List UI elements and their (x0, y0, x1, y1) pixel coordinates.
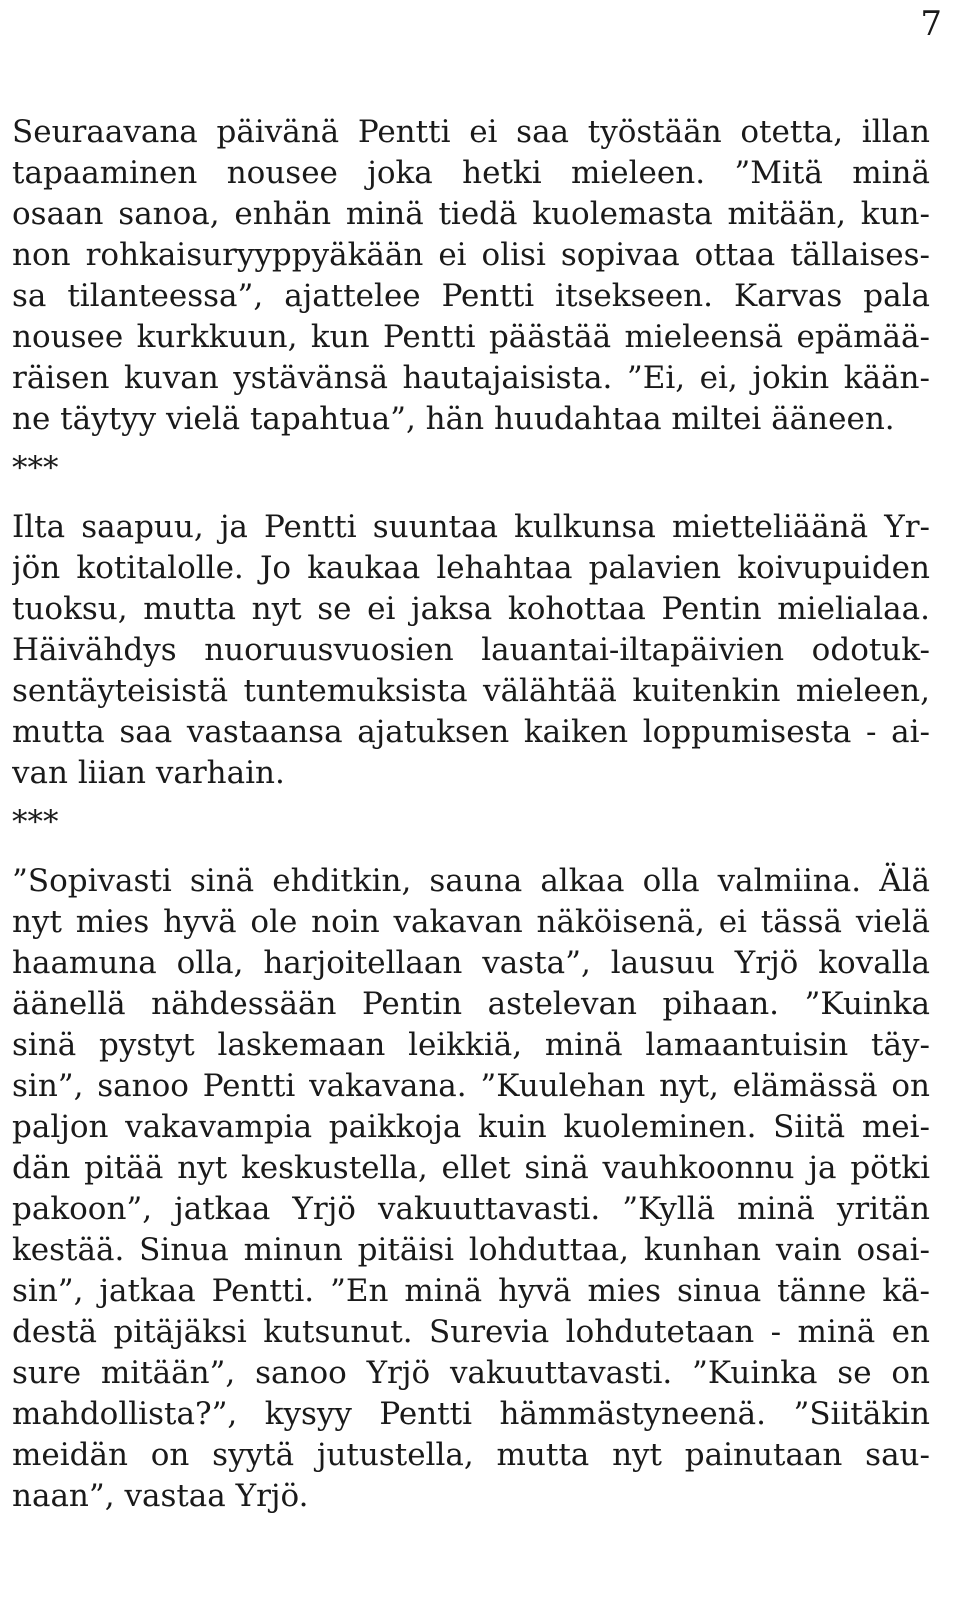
text-line: dän pitää nyt keskustella, ellet sinä vauhkoonnu ja pötki (12, 1150, 930, 1186)
paragraph-1 (12, 112, 930, 440)
text-line: sin”, sanoo Pentti vakavana. ”Kuulehan nyt, elämässä on (12, 1068, 930, 1104)
text-line: Ilta saapuu, ja Pentti suuntaa kulkunsa mietteliäänä Yr- (12, 509, 930, 545)
text-line: nyt mies hyvä ole noin vakavan näköisenä, ei tässä vielä (12, 904, 930, 940)
text-line: Seuraavana päivänä Pentti ei saa työstään otetta, illan (12, 114, 930, 150)
text-line: tuoksu, mutta nyt se ei jaksa kohottaa Pentin mielialaa. (12, 591, 930, 627)
text-line: äänellä nähdessään Pentin astelevan pihaan. ”Kuinka (12, 986, 930, 1022)
text-line: jön kotitalolle. Jo kaukaa lehahtaa palavien koivupuiden (12, 550, 930, 586)
page-number: 7 (920, 4, 942, 44)
text-line: nousee kurkkuun, kun Pentti päästää mieleensä epämää- (12, 319, 930, 355)
text-line: sa tilanteessa”, ajattelee Pentti itsekseen. Karvas pala (12, 278, 930, 314)
text-line: destä pitäjäksi kutsunut. Surevia lohdutetaan - minä en (12, 1314, 930, 1350)
text-line: naan”, vastaa Yrjö. (12, 1478, 309, 1514)
text-line: sin”, jatkaa Pentti. ”En minä hyvä mies sinua tänne kä- (12, 1273, 930, 1309)
text-line: haamuna olla, harjoitellaan vasta”, lausuu Yrjö kovalla (12, 945, 930, 981)
section-separator: *** (12, 450, 59, 486)
text-line: räisen kuvan ystävänsä hautajaisista. ”Ei, ei, jokin kään- (12, 360, 930, 396)
text-line: sure mitään”, sanoo Yrjö vakuuttavasti. ”Kuinka se on (12, 1355, 930, 1391)
text-line: sinä pystyt laskemaan leikkiä, minä lamaantuisin täy- (12, 1027, 930, 1063)
text-line: mahdollista?”, kysyy Pentti hämmästyneenä. ”Siitäkin (12, 1396, 930, 1432)
text-line: tapaaminen nousee joka hetki mieleen. ”Mitä minä (12, 155, 930, 191)
section-separator: *** (12, 804, 59, 840)
body-text (12, 112, 930, 1517)
text-line: mutta saa vastaansa ajatuksen kaiken loppumisesta - ai- (12, 714, 930, 750)
text-line: sentäyteisistä tuntemuksista välähtää kuitenkin mieleen, (12, 673, 930, 709)
text-line: meidän on syytä jutustella, mutta nyt painutaan sau- (12, 1437, 930, 1473)
text-line: paljon vakavampia paikkoja kuin kuoleminen. Siitä mei- (12, 1109, 930, 1145)
text-line: pakoon”, jatkaa Yrjö vakuuttavasti. ”Kyllä minä yritän (12, 1191, 930, 1227)
text-line: ne täytyy vielä tapahtua”, hän huudahtaa miltei ääneen. (12, 401, 895, 437)
text-line: ”Sopivasti sinä ehditkin, sauna alkaa olla valmiina. Älä (12, 863, 930, 899)
text-line: Häivähdys nuoruusvuosien lauantai-iltapäivien odotuk- (12, 632, 930, 668)
paragraph-2 (12, 507, 930, 794)
paragraph-3 (12, 861, 930, 1517)
text-line: osaan sanoa, enhän minä tiedä kuolemasta mitään, kun- (12, 196, 930, 232)
text-line: non rohkaisuryyppyäkään ei olisi sopivaa ottaa tällaises- (12, 237, 930, 273)
text-line: van liian varhain. (12, 755, 285, 791)
text-line: kestää. Sinua minun pitäisi lohduttaa, kunhan vain osai- (12, 1232, 930, 1268)
